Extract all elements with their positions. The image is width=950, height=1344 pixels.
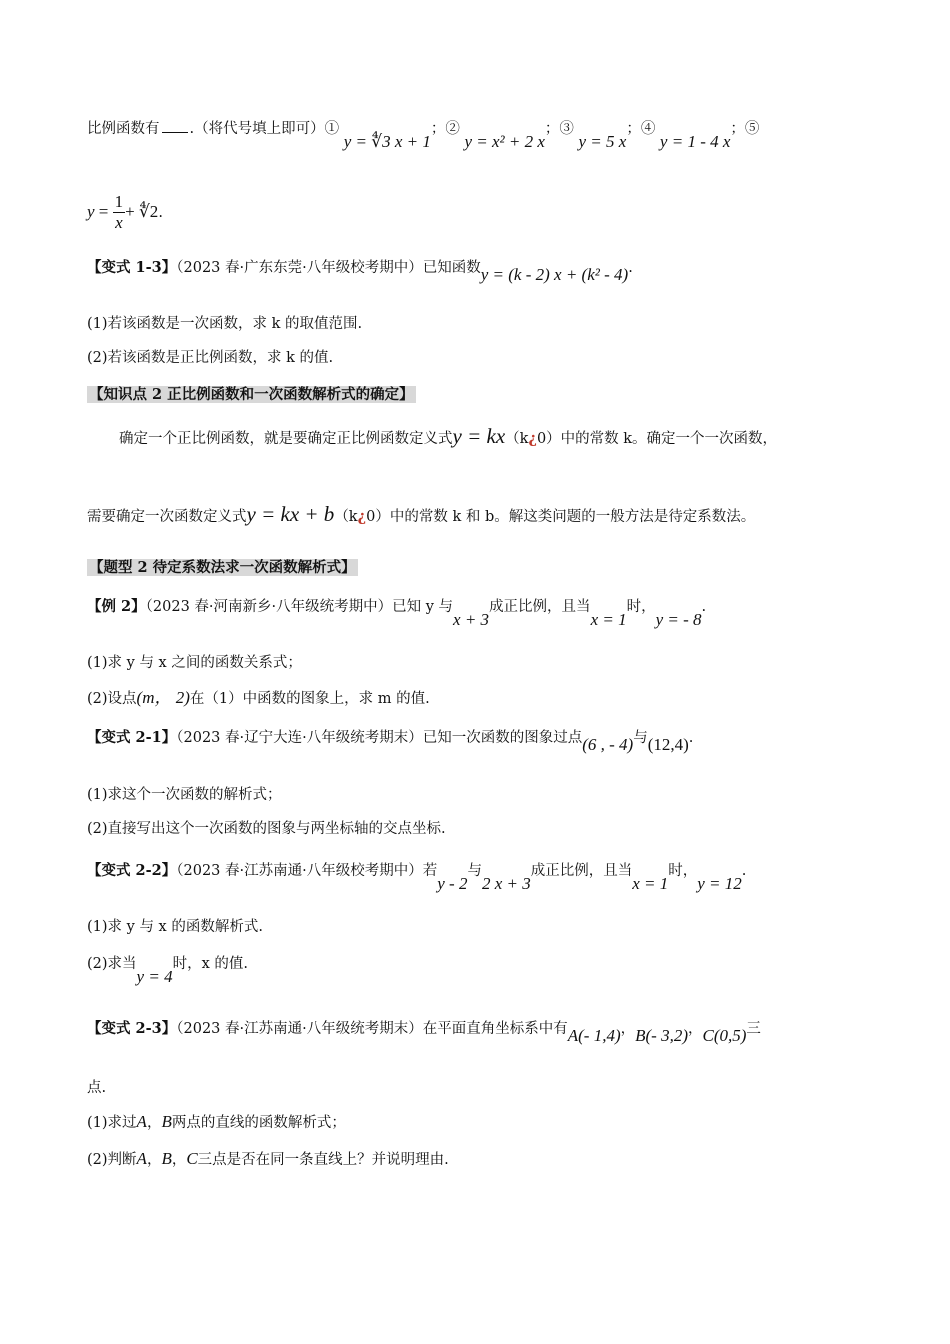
question-2 (87, 688, 430, 708)
line-text: .（将代号填上即可） (189, 121, 325, 137)
example-tag: 【例 2】 (87, 598, 146, 615)
math-expr: A(- 1,4) (567, 1026, 621, 1045)
choice-marker: ③ (559, 121, 574, 137)
separator: ， (687, 1021, 703, 1037)
period: . (688, 730, 694, 746)
math-expr: B(- 3,2) (635, 1026, 688, 1045)
period: . (741, 863, 747, 879)
source: （2023 春·河南新乡·八年级统考期中）已知 y 与 (145, 599, 454, 615)
math-expr: x = 1 (632, 874, 669, 893)
text: (2)求当 (87, 956, 137, 972)
variant-2-3-cont: 点. (87, 1080, 107, 1096)
source: （2023 春·江苏南通·八年级统考期末）在平面直角坐标系中有 (176, 1021, 568, 1037)
variant-tag: 【变式 2-2】 (87, 862, 177, 879)
point-label: A (136, 1112, 147, 1131)
math-expr: y - 2 (437, 874, 468, 893)
text: 与 (633, 730, 648, 746)
knowledge-heading (87, 386, 416, 404)
para-text: 确定一个正比例函数，就是要确定正比例函数定义式 (119, 431, 453, 447)
knowledge-para-1 (119, 424, 777, 449)
fraction: $\frac{1}{x}$ (114, 192, 124, 233)
math-expr: y = ∜3 x + 1 (343, 132, 431, 151)
text: 时， (668, 863, 698, 879)
choice-marker: ④ (640, 121, 656, 137)
question-2 (87, 953, 248, 986)
choice-5-expr: y = $\frac{1}{x}$ + ∜2. (87, 192, 163, 233)
point-label: B (161, 1112, 172, 1131)
math-expr: C(0,5) (702, 1026, 747, 1045)
math-expr: y = 5 x (578, 132, 627, 151)
unknown-glyph: ¿ (528, 430, 537, 447)
math-expr: y = kx (452, 424, 506, 448)
math-expr: 2 x + 3 (481, 874, 531, 893)
text: 时，x 的值. (172, 956, 248, 972)
math-expr: y = kx + b (246, 502, 335, 526)
math-expr: x = 1 (590, 610, 627, 629)
answer-blank[interactable] (162, 132, 188, 133)
point-label: C (186, 1149, 198, 1168)
para-text: 需要确定一次函数定义式 (87, 509, 247, 525)
period: . (628, 260, 633, 276)
choice-marker: ⑤ (744, 121, 760, 137)
math-expr: (12,4) (647, 735, 689, 754)
question-1: (1)求 y 与 x 之间的函数关系式； (87, 655, 302, 671)
text: 成正比例，且当 (530, 863, 633, 879)
question-1: (1)求这个一次函数的解析式； (87, 787, 282, 803)
para-text: 0）中的常数 k 和 b。解这类问题的一般方法是待定系数法。 (366, 509, 756, 525)
unknown-glyph: ¿ (357, 508, 367, 525)
text: 三点是否在同一条直线上？并说明理由. (197, 1152, 449, 1168)
source: （2023 春·广东东莞·八年级校考期中）已知函数 (176, 260, 481, 276)
math-expr: x + 3 (453, 610, 490, 629)
separator: ， (146, 1152, 162, 1168)
source: （2023 春·辽宁大连·八年级统考期末）已知一次函数的图象过点 (176, 730, 583, 746)
math-expr: + ∜2 (125, 201, 159, 221)
question-2: (2)若该函数是正比例函数，求 k 的值. (87, 350, 334, 366)
para-text: （k (505, 431, 529, 447)
example-2 (87, 596, 707, 629)
text: 三 (746, 1021, 761, 1037)
variant-2-2 (87, 860, 747, 893)
knowledge-para-2 (87, 502, 755, 527)
separator: ， (171, 1152, 187, 1168)
math-expr: (m， 2) (136, 688, 190, 707)
text: (1)求过 (87, 1115, 137, 1131)
topic-heading (87, 559, 358, 577)
variant-tag: 【变式 2-3】 (87, 1020, 177, 1037)
para-text: 0）中的常数 k。确定一个一次函数， (536, 431, 778, 447)
line-text: 比例函数有 (87, 121, 160, 137)
separator: ， (146, 1115, 162, 1131)
question-1: (1)求 y 与 x 的函数解析式. (87, 919, 263, 935)
heading-text: 【知识点 2 正比例函数和一次函数解析式的确定】 (89, 386, 414, 403)
question-1: (1)若该函数是一次函数，求 k 的取值范围. (87, 316, 363, 332)
variant-tag: 【变式 2-1】 (87, 729, 177, 746)
period: . (701, 599, 707, 615)
math-expr: y = (k - 2) x + (k² - 4) (480, 265, 629, 284)
point-label: B (161, 1149, 172, 1168)
point-label: A (136, 1149, 147, 1168)
math-expr: y = - 8 (655, 610, 702, 629)
math-expr: y = 1 - 4 x (659, 132, 731, 151)
math-expr: (6 , - 4) (582, 735, 634, 754)
source: （2023 春·江苏南通·八年级校考期中）若 (176, 863, 438, 879)
text: (2)设点 (87, 691, 137, 707)
question-1 (87, 1112, 346, 1132)
math-expr: y = 4 (136, 967, 173, 986)
choice-marker: ① (324, 121, 340, 137)
separator: ； (730, 121, 745, 137)
period: . (158, 204, 163, 221)
separator: ； (626, 121, 641, 137)
question-2 (87, 1149, 449, 1169)
choice-marker: ② (445, 121, 460, 137)
math-expr: y = 12 (697, 874, 742, 893)
text: 时， (626, 599, 656, 615)
para-text: （k (334, 509, 358, 525)
text: 两点的直线的函数解析式； (171, 1115, 346, 1131)
separator: ； (430, 121, 446, 137)
text: 在（1）中函数的图象上，求 m 的值. (189, 691, 430, 707)
variant-2-3 (87, 1018, 761, 1045)
choices-line (87, 118, 760, 151)
variant-1-3 (87, 257, 633, 284)
variant-tag: 【变式 1-3】 (87, 259, 177, 276)
separator: ； (544, 121, 560, 137)
separator: ， (620, 1021, 636, 1037)
question-2: (2)直接写出这个一次函数的图象与两坐标轴的交点坐标. (87, 821, 446, 837)
text: (2)判断 (87, 1152, 137, 1168)
variant-2-1 (87, 727, 694, 754)
math-expr: y = x² + 2 x (464, 132, 545, 151)
heading-text: 【题型 2 待定系数法求一次函数解析式】 (89, 559, 356, 576)
text: 成正比例，且当 (489, 599, 591, 615)
text: 与 (467, 863, 482, 879)
